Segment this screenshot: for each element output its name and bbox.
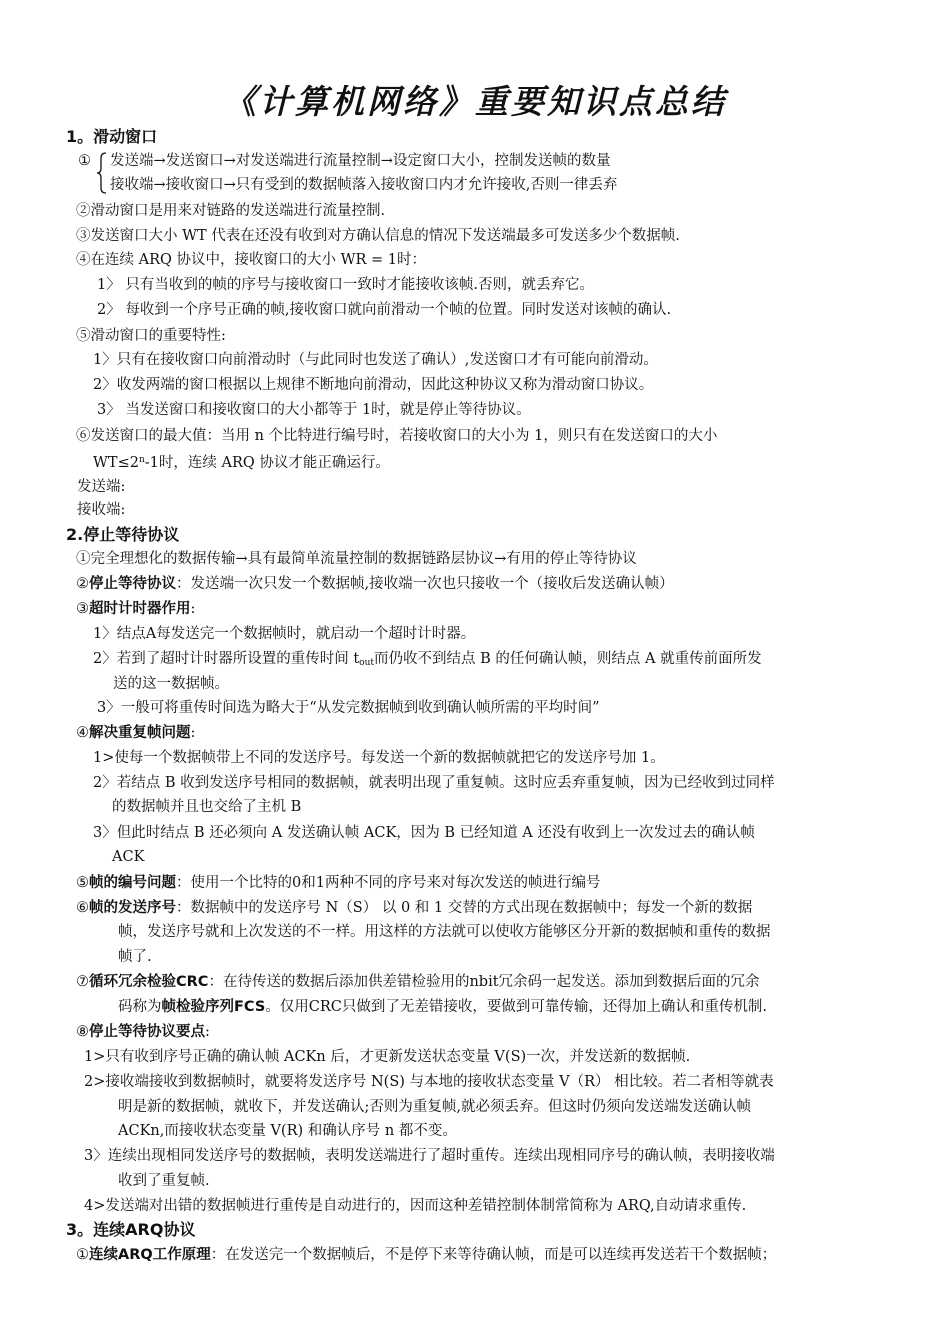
- s2-item7-line2: 码称为帧检验序列FCS。仅用CRC只做到了无差错接收，要做到可靠传输，还得加上确认和重传机制.: [118, 999, 767, 1015]
- s2-item7-line1: ⑦循环冗余检验CRC：在待传送的数据后添加供差错检验用的nbit冗余码一起发送。添加到数据后面的冗余: [76, 974, 760, 990]
- s1-item4-sub1: 1〉 只有当收到的帧的序号与接收窗口一致时才能接收该帧.否则，就丢弃它。: [97, 277, 594, 293]
- s2-item8-sub1: 1>只有收到序号正确的确认帧 ACKn 后，才更新发送状态变量 V(S)一次，并发送新的数据帧.: [84, 1049, 691, 1065]
- s2-item8-sub4: 4>发送端对出错的数据帧进行重传是自动进行的，因而这种差错控制体制常简称为 ARQ,自动请求重传.: [84, 1198, 747, 1214]
- s2-item3: ③超时计时器作用:: [76, 601, 196, 617]
- s1-item5-sub2: 2〉收发两端的窗口根据以上规律不断地向前滑动，因此这种协议又称为滑动窗口协议。: [93, 377, 654, 393]
- s2-item2: ②停止等待协议：发送端一次只发一个数据帧,接收端一次也只接收一个（接收后发送确认帧）: [76, 576, 674, 592]
- s2-item8-sub2-line3: ACKn,而接收状态变量 V(R) 和确认序号 n 都不变。: [118, 1123, 457, 1139]
- s1-item1-number: ①: [78, 153, 91, 169]
- s3-item1: ①连续ARQ工作原理：在发送完一个数据帧后，不是停下来等待确认帧，而是可以连续再发送若干个数据帧；: [76, 1247, 777, 1263]
- s2-item3-sub1: 1〉结点A每发送完一个数据帧时，就启动一个超时计时器。: [93, 626, 476, 642]
- s1-item5-sub3: 3〉 当发送窗口和接收窗口的大小都等于 1时，就是停止等待协议。: [97, 402, 531, 418]
- s2-item8: ⑧停止等待协议要点:: [76, 1024, 210, 1040]
- s2-item4-sub2-line2: 的数据帧并且也交给了主机 B: [112, 799, 302, 815]
- s1-item5-sub1: 1〉只有在接收窗口向前滑动时（与此同时也发送了确认）,发送窗口才有可能向前滑动。: [93, 352, 658, 368]
- s2-item1: ①完全理想化的数据传输→具有最简单流量控制的数据链路层协议→有用的停止等待协议: [76, 551, 637, 567]
- sender-label: 发送端:: [77, 479, 126, 495]
- s1-item6-line2: $WT\le 2^n-1$时，连续 ARQ 协议才能正确运行。: [93, 455, 390, 471]
- s2-item4-sub3-line2: ACK: [112, 849, 145, 865]
- s2-item4-sub2-line1: 2〉若结点 B 收到发送序号相同的数据帧，就表明出现了重复帧。这时应丢弃重复帧，因为已经收到过同样: [93, 775, 775, 791]
- receiver-label: 接收端:: [77, 502, 126, 518]
- page-title: 《计算机网络》重要知识点总结: [223, 82, 727, 121]
- section-2-heading: 2.停止等待协议: [66, 525, 180, 544]
- s2-item6-line3: 帧了.: [118, 949, 152, 965]
- s1-item4-sub2: 2〉 每收到一个序号正确的帧,接收窗口就向前滑动一个帧的位置。同时发送对该帧的确认.: [97, 302, 672, 318]
- s1-item3: ③发送窗口大小 WT 代表在还没有收到对方确认信息的情况下发送端最多可发送多少个数据帧.: [76, 228, 680, 244]
- s2-item3-sub2-line2: 送的这一数据帧。: [113, 676, 229, 692]
- s2-item3-sub2-line1: 2〉若到了超时计时器所设置的重传时间 $t_{out}$而仍收不到结点 B 的任何确认帧，则结点 A 就重传前面所发: [93, 651, 762, 668]
- s2-item8-sub2-line1: 2>接收端接收到数据帧时，就要将发送序号 N(S) 与本地的接收状态变量 V（R） 相比较。若二者相等就表: [84, 1074, 774, 1090]
- s1-item1-receiver-line: 接收端→接收窗口→只有受到的数据帧落入接收窗口内才允许接收,否则一律丢弃: [110, 177, 618, 193]
- s2-item4-sub3-line1: 3〉但此时结点 B 还必须向 A 发送确认帧 ACK，因为 B 已经知道 A 还没有收到上一次发过去的确认帧: [93, 825, 755, 841]
- s2-item6-line2: 帧，发送序号就和上次发送的不一样。用这样的方法就可以使收方能够区分开新的数据帧和重传的数据: [118, 924, 771, 940]
- s1-item5: ⑤滑动窗口的重要特性:: [76, 328, 226, 344]
- s1-item6-line1: ⑥发送窗口的最大值：当用 n 个比特进行编号时，若接收窗口的大小为 1，则只有在发送窗口的大小: [76, 428, 718, 444]
- s2-item4: ④解决重复帧问题:: [76, 725, 196, 741]
- s2-item3-sub3: 3〉一般可将重传时间选为略大于“从发完数据帧到收到确认帧所需的平均时间”: [97, 700, 600, 716]
- s2-item8-sub3-line2: 收到了重复帧.: [118, 1173, 210, 1189]
- s2-item6-line1: ⑥帧的发送序号：数据帧中的发送序号 N（S） 以 0 和 1 交替的方式出现在数据帧中；每发一个新的数据: [76, 900, 753, 916]
- s1-item4: ④在连续 ARQ 协议中，接收窗口的大小 WR = 1时：: [76, 252, 427, 268]
- s1-item2: ②滑动窗口是用来对链路的发送端进行流量控制.: [76, 203, 386, 219]
- s2-item8-sub2-line2: 明是新的数据帧，就收下，并发送确认;否则为重复帧,就必须丢弃。但这时仍须向发送端发送确认帧: [118, 1099, 751, 1115]
- s2-item5: ⑤帧的编号问题：使用一个比特的0和1两种不同的序号来对每次发送的帧进行编号: [76, 875, 601, 891]
- section-1-heading: 1。滑动窗口: [66, 127, 158, 146]
- section-3-heading: 3。连续ARQ协议: [66, 1220, 196, 1239]
- s1-item1-sender-line: 发送端→发送窗口→对发送端进行流量控制→设定窗口大小，控制发送帧的数量: [110, 153, 611, 169]
- s2-item4-sub1: 1>使每一个数据帧带上不同的发送序号。每发送一个新的数据帧就把它的发送序号加 1。: [93, 750, 665, 766]
- s2-item8-sub3-line1: 3〉连续出现相同发送序号的数据帧，表明发送端进行了超时重传。连续出现相同序号的确认帧，表明接收端: [84, 1148, 775, 1164]
- curly-brace-icon: [97, 152, 107, 194]
